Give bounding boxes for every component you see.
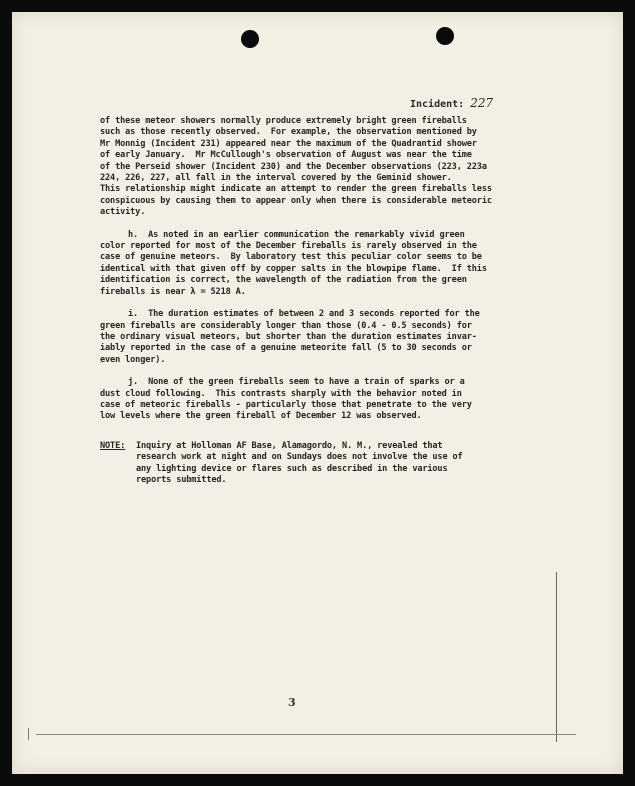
text-line: color reported for most of the December fireballs is rarely observed in the [100,241,477,252]
note-first-row [100,441,530,452]
text-line: of these meteor showers normally produce extremely bright green fireballs [100,116,467,126]
incident-header [410,96,493,110]
text-line: green fireballs are considerably longer than those (0.4 - 0.5 seconds) for [100,320,472,331]
margin-mark [28,728,41,740]
text-line: dust cloud following. This contrasts sharply with the behavior noted in [100,388,462,399]
text-line: such as those recently observed. For example, the observation mentioned by [100,127,477,138]
text-line: case of genuine meteors. By laboratory test this peculiar color seems to be [100,252,482,263]
paragraph-h [100,230,530,298]
paragraph-continuation [100,116,530,219]
text-line: even longer). [100,354,166,365]
document-page [12,12,623,774]
incident-number: 227 [470,96,494,110]
punch-hole-left [241,30,259,48]
paragraph-i [100,309,530,366]
note-label: NOTE: [100,440,126,451]
text-line: low levels where the green fireball of December 12 was observed. [100,411,422,422]
page-number: 3 [288,696,296,709]
margin-rule-horizontal [36,734,576,735]
text-line: conspicuous by causing them to appear only when there is considerable meteoric [100,195,492,206]
punch-hole-right [436,27,454,45]
text-line: Inquiry at Holloman AF Base, Alamagordo, N. M., revealed that [136,440,443,451]
text-line: 224, 226, 227, all fall in the interval covered by the Geminid shower. [100,173,452,184]
text-line: iably reported in the case of a genuine meteorite fall (5 to 30 seconds or [100,343,472,354]
text-line: reports submitted. [136,474,227,485]
text-line: identical with that given off by copper salts in the blowpipe flame. If this [100,263,487,274]
text-line: j. None of the green fireballs seem to have a train of sparks or a [128,377,465,388]
text-line: case of meteoric fireballs - particularly those that penetrate to the very [100,399,472,410]
text-line: i. The duration estimates of between 2 and 3 seconds reported for the [128,309,480,320]
text-line: activity. [100,207,146,218]
text-line: the ordinary visual meteors, but shorter than the duration estimates invar- [100,331,477,342]
text-line: any lighting device or flares such as described in the various [136,463,448,474]
incident-label: Incident: [410,99,465,110]
document-body [100,116,530,497]
text-line: research work at night and on Sundays does not involve the use of [136,452,463,463]
text-line: identification is correct, the wavelength of the radiation from the green [100,275,467,286]
margin-rule-vertical [556,572,557,742]
text-line: fireballs is near λ = 5218 A. [100,286,246,297]
paragraph-j [100,377,530,423]
text-line: Mr Monnig (Incident 231) appeared near the maximum of the Quadrantid shower [100,138,477,149]
text-line: of early January. Mr McCullough's observation of August was near the time [100,150,472,161]
text-line: h. As noted in an earlier communication the remarkably vivid green [128,229,465,240]
note-block [100,441,530,487]
text-line: This relationship might indicate an attempt to render the green fireballs less [100,184,492,195]
text-line: of the Perseid shower (Incident 230) and the December observations (223, 223a [100,161,487,172]
